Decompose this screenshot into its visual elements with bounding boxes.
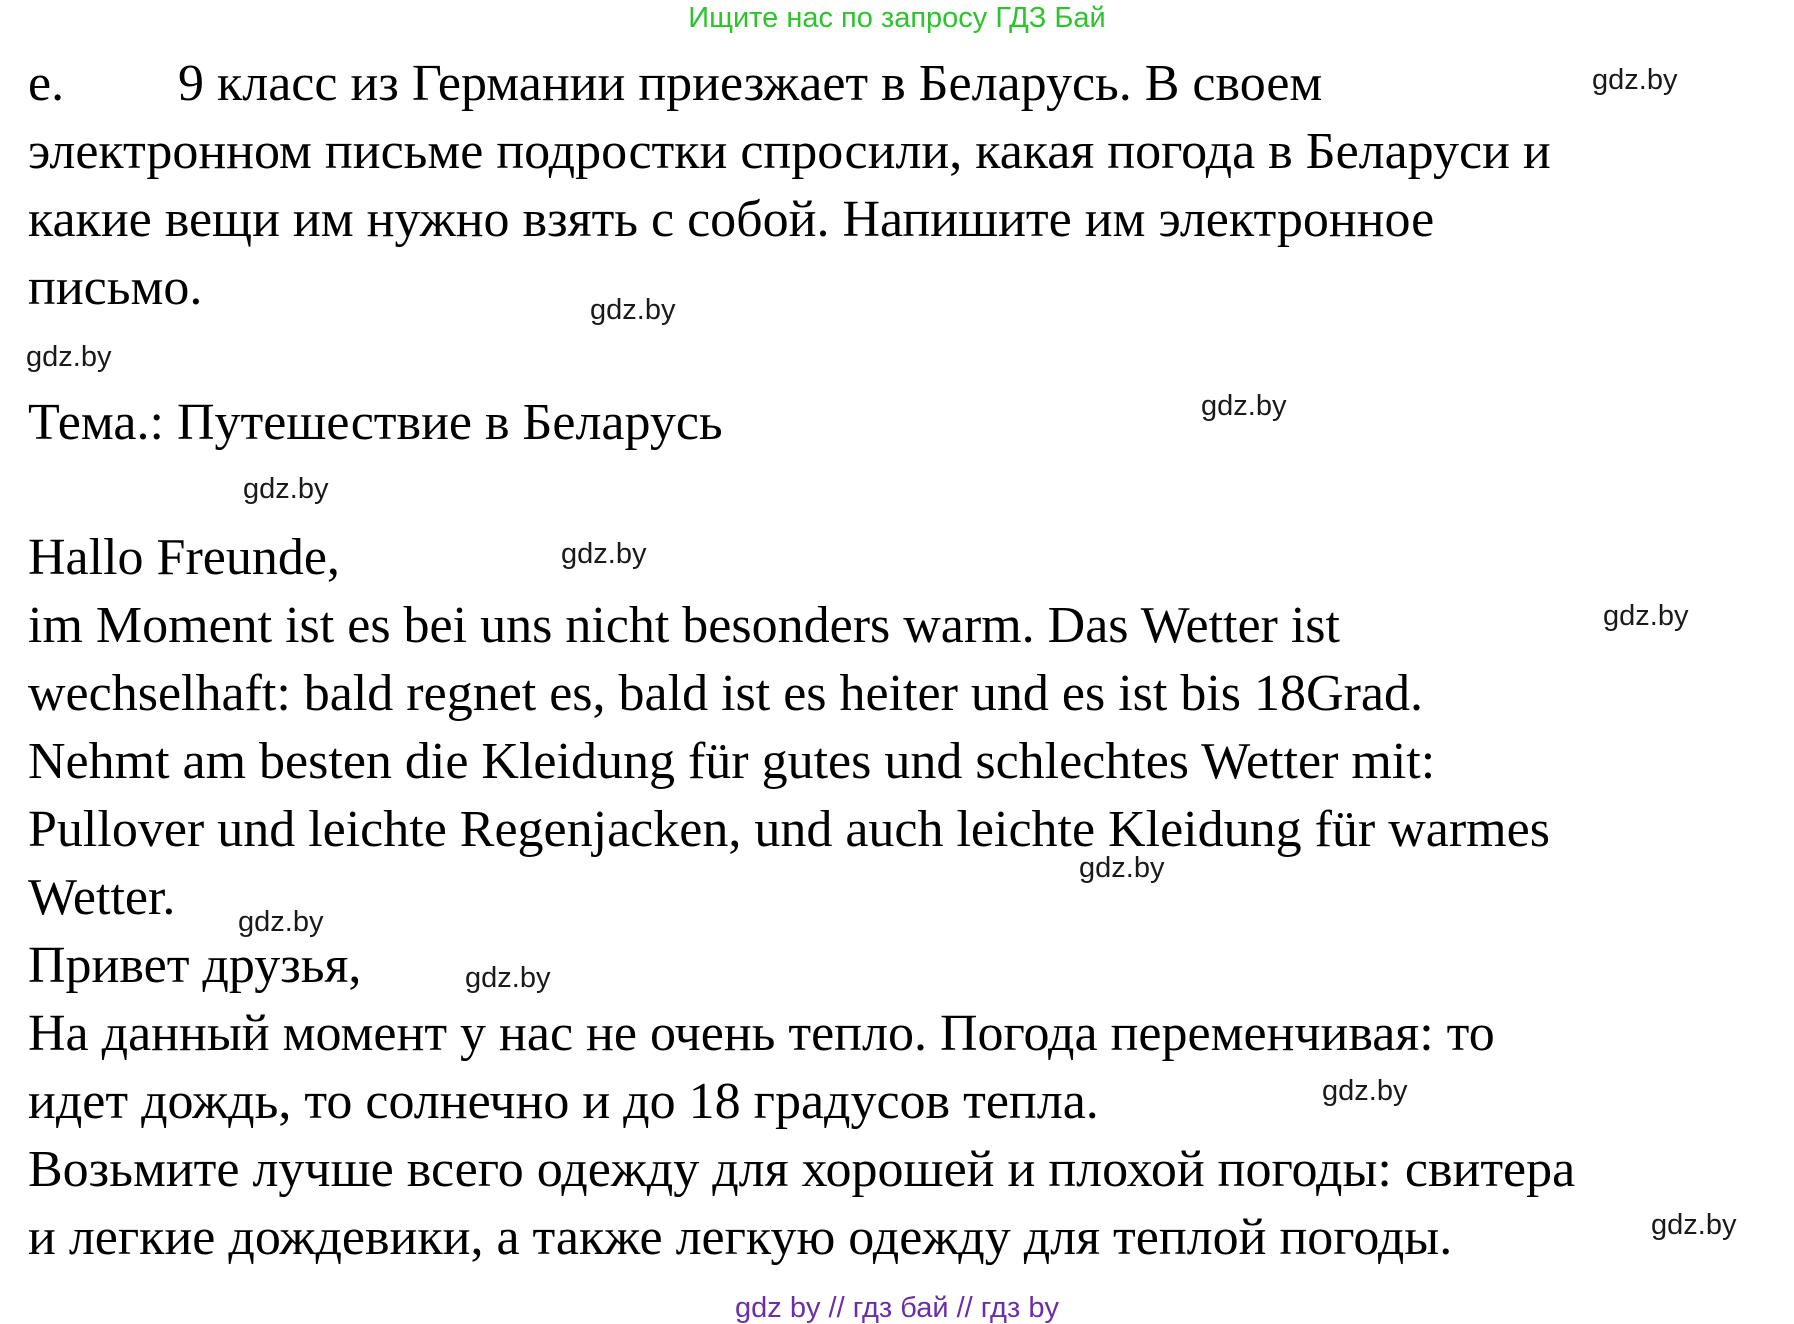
watermark: gdz.by — [1651, 1209, 1737, 1241]
topic-heading: Тема.: Путешествие в Беларусь — [28, 394, 723, 451]
watermark: gdz.by — [465, 962, 551, 994]
german-line-5: Wetter. — [28, 869, 176, 926]
task-letter: е. — [28, 55, 65, 112]
german-line-3: Nehmt am besten die Kleidung für gutes und schlechtes Wetter mit: — [28, 733, 1436, 790]
russian-greeting: Привет друзья, — [28, 937, 362, 994]
task-line-2: электронном письме подростки спросили, какая погода в Беларуси и — [28, 123, 1551, 180]
russian-line-2: идет дождь, то солнечно и до 18 градусов тепла. — [28, 1073, 1099, 1130]
watermark: gdz.by — [590, 294, 676, 326]
watermark: gdz.by — [1079, 852, 1165, 884]
watermark: gdz.by — [1592, 64, 1678, 96]
task-line-4: письмо. — [28, 259, 203, 316]
russian-line-3: Возьмите лучше всего одежду для хорошей и плохой погоды: свитера — [28, 1141, 1576, 1198]
task-line-3: какие вещи им нужно взять с собой. Напишите им электронное — [28, 191, 1435, 248]
german-line-2: wechselhaft: bald regnet es, bald ist es heiter und es ist bis 18Grad. — [28, 665, 1423, 722]
russian-line-1: На данный момент у нас не очень тепло. Погода переменчивая: то — [28, 1005, 1495, 1062]
russian-line-4: и легкие дождевики, а также легкую одежду для теплой погоды. — [28, 1209, 1453, 1266]
watermark: gdz.by — [1322, 1075, 1408, 1107]
watermark: gdz.by — [1603, 600, 1689, 632]
task-text-1: 9 класс из Германии приезжает в Беларусь. В своем — [178, 55, 1323, 112]
watermark: gdz.by — [238, 906, 324, 938]
watermark: gdz.by — [243, 473, 329, 505]
german-line-1: im Moment ist es bei uns nicht besonders warm. Das Wetter ist — [28, 597, 1340, 654]
german-greeting: Hallo Freunde, — [28, 529, 340, 586]
watermark: gdz.by — [561, 538, 647, 570]
footer-watermark: gdz by // гдз бай // гдз by — [735, 1292, 1059, 1324]
task-line-1 — [28, 54, 1322, 114]
german-line-4: Pullover und leichte Regenjacken, und auch leichte Kleidung für warmes — [28, 801, 1550, 858]
watermark: gdz.by — [26, 341, 112, 373]
top-banner[interactable]: Ищите нас по запросу ГДЗ Бай — [688, 2, 1106, 34]
watermark: gdz.by — [1201, 390, 1287, 422]
